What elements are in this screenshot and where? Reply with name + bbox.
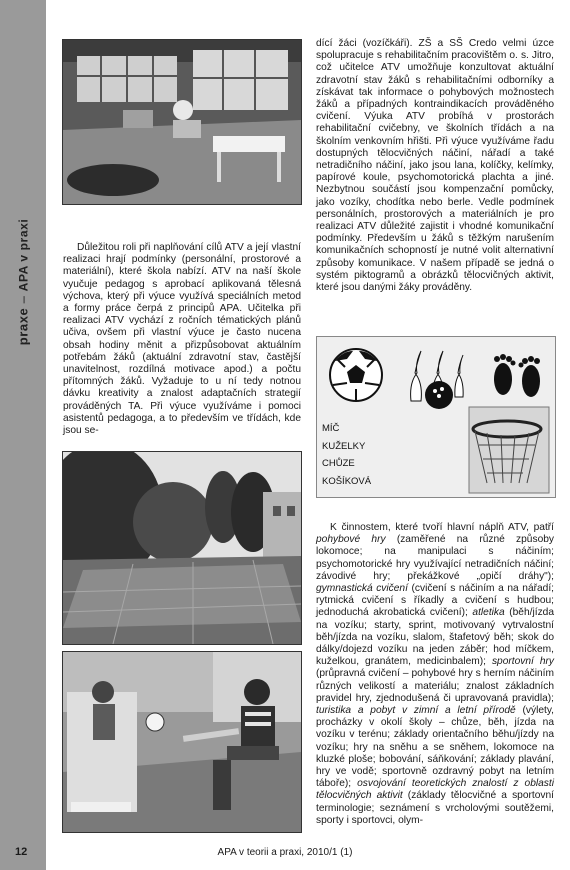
emphasis-segment: atletika [472,607,505,619]
activities-paragraph [316,522,554,827]
left-paragraph: Důležitou roli při naplňování cílů ATV a její vlastní realizaci hrají podmínky (personální, prostorové a materiální), které škola nabízí. ATV na naší škole vyučuje pedagog s aprobací aplikovaná tělesná výchova, který při výuce využívá speciálních metod a formy práce čerpá z principů APA. Učitelka při realizaci ATV vychází z ročních tématických plánů učiva, ovšem při vlastní výuce je často nucena obsah hodiny měnit a přizpůsobovat aktuálním potřebám žáků (aktuální zdravotní stav, častější unavitelnost, rozdílná motivace apod.) a počtu přítomných žáků. Vyžaduje to u ní tedy notnou dávku kreativity a znalost adaptačních strategií prováděných TA. Při výuce využíváme i pomoci asistentů pedagoga, a to především ve třídách, kde jsou se- [63,242,301,437]
text-segment: (zaměřené na různé způsoby lokomoce; na manipulaci s náčiním; psychomotorické hry využívající netradičních náčiní; závodivé hry; překážkové „opičí dráhy"); [316,534,554,582]
emphasis-segment: gymnastická cvičení [316,583,408,595]
right-column-bottom [316,522,554,827]
section-sidebar [0,0,46,870]
label-ball: MÍČ [322,423,340,434]
label-bowling: KUŽELKY [322,440,366,452]
gymnasium-room-photo [62,39,302,205]
text-segment: (základy tělocvičné a sportovní terminologie; seznámení s vrcholovými soutěžemi, sporty i sportovci, olym- [316,790,554,826]
emphasis-segment: osvojování teoretických znalostí z oblasti tělocvičných aktivit [316,778,554,802]
right-column-top [316,38,554,294]
pictogram-labels [322,420,371,490]
page-number: 12 [15,846,28,858]
text-segment: K činnostem, které tvoří hlavní náplň ATV, patří [330,522,554,533]
teacher-and-pupil-photo [62,651,302,833]
label-walking: CHŮZE [322,458,355,469]
text-segment: (výlety, procházky v okolí školy – chůze, běh, jízda na vozíku v terénu; základy orientačního běhu/jízdy na vozíku; hry na sněhu a se sněhem, lokomoce na kluzké ploše; bobování, sáňkování; základy plavání, hry ve vodě; sportovně ozdravný pobyt na letním táboře); [316,705,554,790]
journal-footer: APA v teorii a praxi, 2010/1 (1) [217,847,353,858]
footprints-icon [494,354,540,397]
outdoor-court-photo [62,451,302,645]
basketball-hoop-icon [469,407,549,493]
right-top-paragraph: dící žáci (vozíčkáři). ZŠ a SŠ Credo velmi úzce spolupracuje s rehabilitačním pracovištěm o. s. Jitro, což učitelce ATV umožňuje konzultovat aktuální zdravotní stav žáků s rehabilitačními odborníky a získávat tak informace o pohybových možnostech žáků a případných kontraindikacích prováděného cvičení. Výuka ATV probíhá v prostorách rehabilitační cvičebny, ve školních třídách a na školním venkovním hřišti. Při výuce využíváme řadu dostupných tělocvičných náčiní, nářadí a také netradičního náčiní, jako jsou lana, kolíčky, kelímky, papírové koule, psychomotorická plachta a jiné. Nezbytnou součástí jsou kompenzační pomůcky, jako vozíky, chodítka nebo berle. Vedle podmínek personálních, prostorových a materiálních je pro realizaci ATV důležité zajistit i vhodné komunikační podmínky. Především u žáků s těžkým narušením komunikačních schopností je nutné volit alternativní způsoby komunikace. V našem případě se jedná o systém piktogramů a obrázků tělocvičných aktivit, které jsou danými žáky prováděny. [316,38,554,294]
bowling-icon [411,351,464,409]
emphasis-segment: sportovní hry [491,656,554,668]
sidebar-title [16,219,31,346]
sidebar-topic: APA v praxi [16,218,31,292]
text-segment: (běh/jízda na vozíku; starty, sprint, motivovaný vytrvalostní běh/jízda na vozíku, slalom, štafetový běh; skok do dálky/dojezd vozíku na jeden záběr; hod míčkem, kuželkou, granátem, medicinbalem); [316,607,554,668]
label-basketball: KOŠÍKOVÁ [322,475,372,487]
text-segment: (průpravná cvičení – pohybové hry s herním náčiním různých velikostí a materiálu; znalost základních pravidel hry, zjednodušená či upravovaná pravidla); [316,668,554,704]
sidebar-section: praxe [15,307,31,346]
sidebar-separator: – [15,295,31,304]
emphasis-segment: pohybové hry [316,534,386,546]
ball-icon [330,349,382,401]
text-segment: (cvičení s náčiním a na nářadí; rytmická cvičení s říkadly a cvičení s hudbou; jednoduchá akrobatická cvičení); [316,583,555,619]
emphasis-segment: turistika a pobyt v zimní a letní přírodě [316,705,516,717]
left-column [63,242,301,437]
